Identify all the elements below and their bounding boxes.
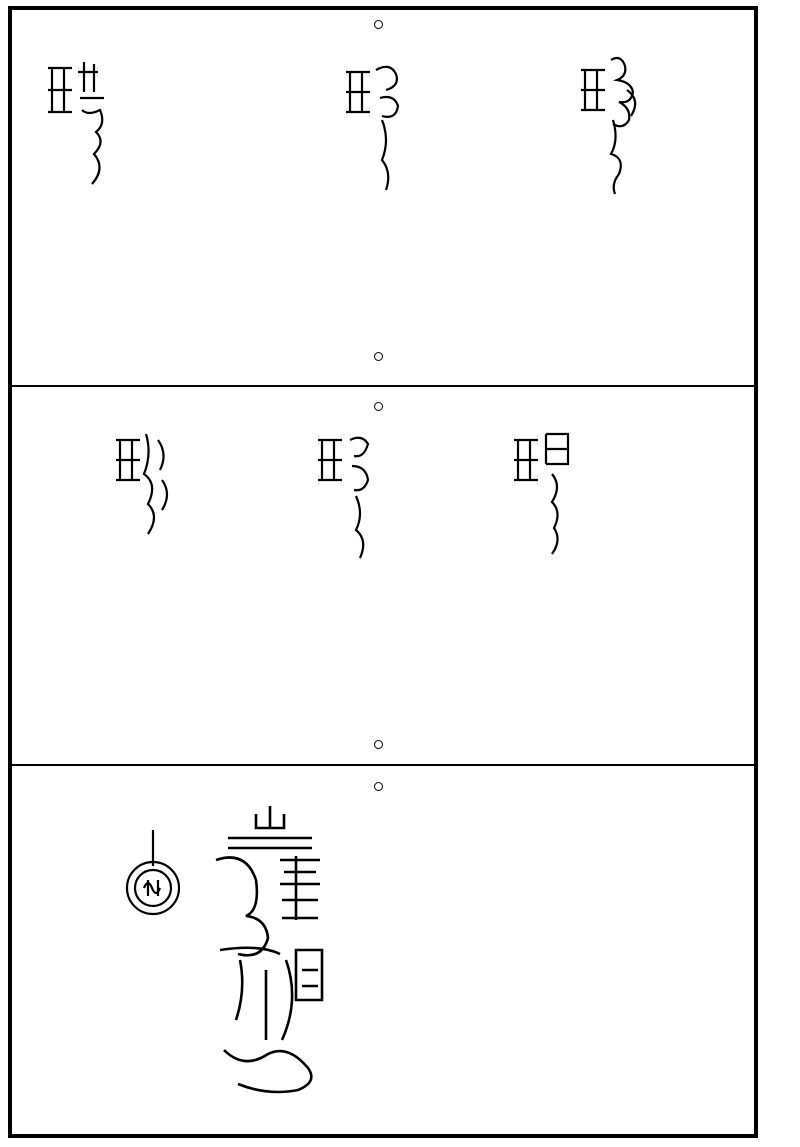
large-talisman: [210, 800, 330, 1100]
ring-top-2: [374, 352, 383, 361]
panel-divider-1: [8, 385, 758, 387]
circle-talisman: [118, 826, 188, 936]
talisman-p1-b: [340, 50, 414, 200]
ring-mid-1: [374, 402, 383, 411]
talisman-p2-c: [110, 420, 184, 570]
panel-divider-2: [8, 764, 758, 766]
talisman-p2-a: [508, 420, 582, 570]
ring-bot-1: [374, 782, 383, 791]
talisman-p1-c: [40, 48, 120, 208]
talisman-p2-b: [312, 420, 386, 570]
ring-mid-2: [374, 740, 383, 749]
ring-top-1: [374, 20, 383, 29]
talisman-p1-a: [575, 50, 649, 200]
